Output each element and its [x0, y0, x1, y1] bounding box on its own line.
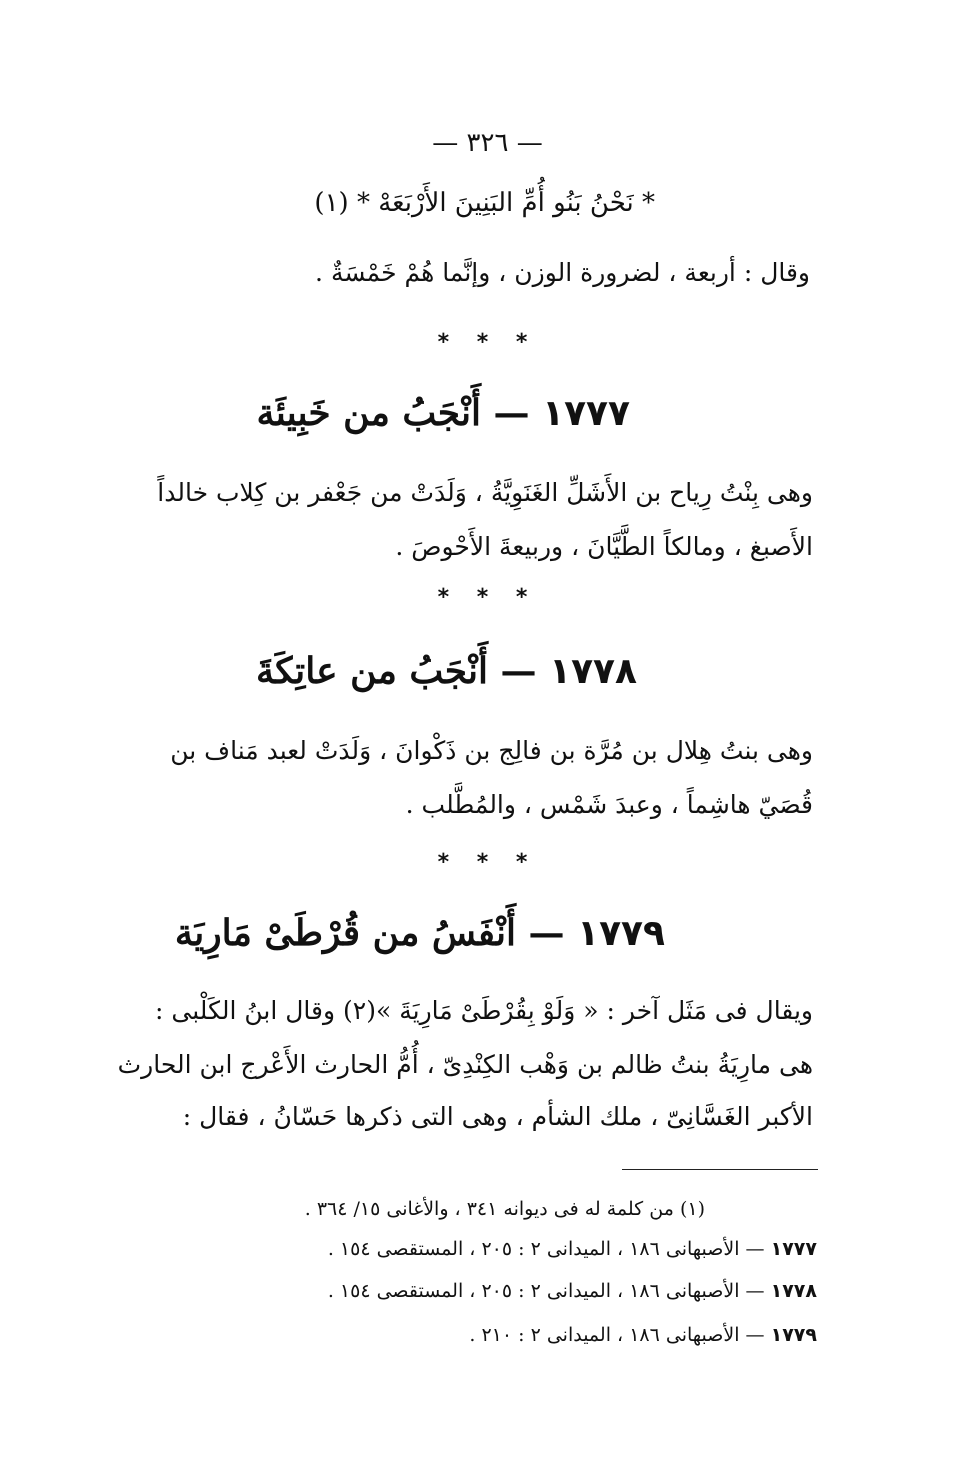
entry-1778-line-1: وهى بنتُ هِلال بن مُرَّة بن فالِج بن ذَكْوانَ ، وَلَدَتْ لعبد مَناف بن — [170, 736, 813, 765]
page-number: — ٣٢٦ — — [432, 128, 543, 158]
separator-1: * * * — [437, 330, 538, 355]
heading-dash: — — [488, 650, 537, 692]
entry-heading-1779 — [175, 912, 665, 954]
entry-1779-line-2: هى مارِيَةُ بنتُ ظالم بن وَهْب الكِنْدِىّ ، أُمُّ الحارث الأَعْرج ابن الحارث — [117, 1050, 813, 1079]
entry-1777-line-2: الأَصبغ ، ومالكاً الطَّيَّانَ ، وربيعةَ الأَحْوصَ . — [395, 532, 813, 561]
footnote-number: ١٧٧٨ — [770, 1280, 817, 1302]
footnote-text: — الأصبهانى ١٨٦ ، الميدانى ٢ : ٢١٠ . — [469, 1324, 765, 1346]
entry-number: ١٧٧٨ — [549, 651, 637, 692]
entry-1778-line-2: قُصَيّ هاشِماً ، وعبدَ شَمْس ، والمُطَّلب . — [405, 790, 813, 819]
footnote-rule — [622, 1169, 818, 1170]
entry-1777-line-1: وهى بِنْتُ رِياح بن الأَشَلِّ الغَنَوِيَّةُ ، وَلَدَتْ من جَعْفر بن كِلاب خالداً — [157, 478, 813, 507]
entry-1779-line-3: الأكبر الغَسَّانِىّ ، ملك الشأم ، وهى التى ذكرها حَسّانُ ، فقال : — [182, 1102, 813, 1131]
footnote-text: (١) من كلمة له فى ديوانه ٣٤١ ، والأغانى ١٥/ ٣٦٤ . — [304, 1198, 705, 1220]
footnote-number: ١٧٧٧ — [770, 1238, 817, 1260]
verse-line: * نَحْنُ بَنُو أُمِّ البَنِينَ الأَرْبَعَهْ * (١) — [314, 188, 655, 218]
entry-title: أَنْفَسُ من قُرْطَىْ مَارِيَة — [174, 912, 517, 954]
footnote-1779 — [469, 1324, 817, 1346]
entry-heading-1778 — [256, 650, 637, 692]
footnote-text: — الأصبهانى ١٨٦ ، الميدانى ٢ : ٢٠٥ ، المستقصى ١٥٤ . — [327, 1280, 765, 1302]
footnote-text: — الأصبهانى ١٨٦ ، الميدانى ٢ : ٢٠٥ ، المستقصى ١٥٤ . — [327, 1238, 765, 1260]
entry-title: أَنْجَبُ من عاتِكَةَ — [256, 650, 489, 692]
footnote-1 — [305, 1198, 705, 1220]
heading-dash: — — [516, 912, 565, 954]
heading-dash: — — [481, 392, 530, 434]
entry-heading-1777 — [257, 392, 631, 434]
entry-title: أَنْجَبُ من خَبِيئَة — [256, 392, 482, 434]
footnote-1777 — [328, 1238, 817, 1260]
entry-number: ١٧٧٧ — [542, 393, 630, 434]
footnote-number: ١٧٧٩ — [770, 1324, 817, 1346]
separator-3: * * * — [437, 850, 538, 875]
entry-number: ١٧٧٩ — [577, 913, 665, 954]
footnote-1778 — [328, 1280, 817, 1302]
separator-2: * * * — [437, 585, 538, 610]
intro-line: وقال : أربعة ، لضرورة الوزن ، وإنَّما هُمْ خَمْسَةٌ . — [315, 258, 810, 287]
entry-1779-line-1: ويقال فى مَثَل آخر : « وَلَوْ بِقُرْطَىْ مَارِيَةَ »(٢) وقال ابنُ الكَلْبى : — [155, 996, 813, 1025]
